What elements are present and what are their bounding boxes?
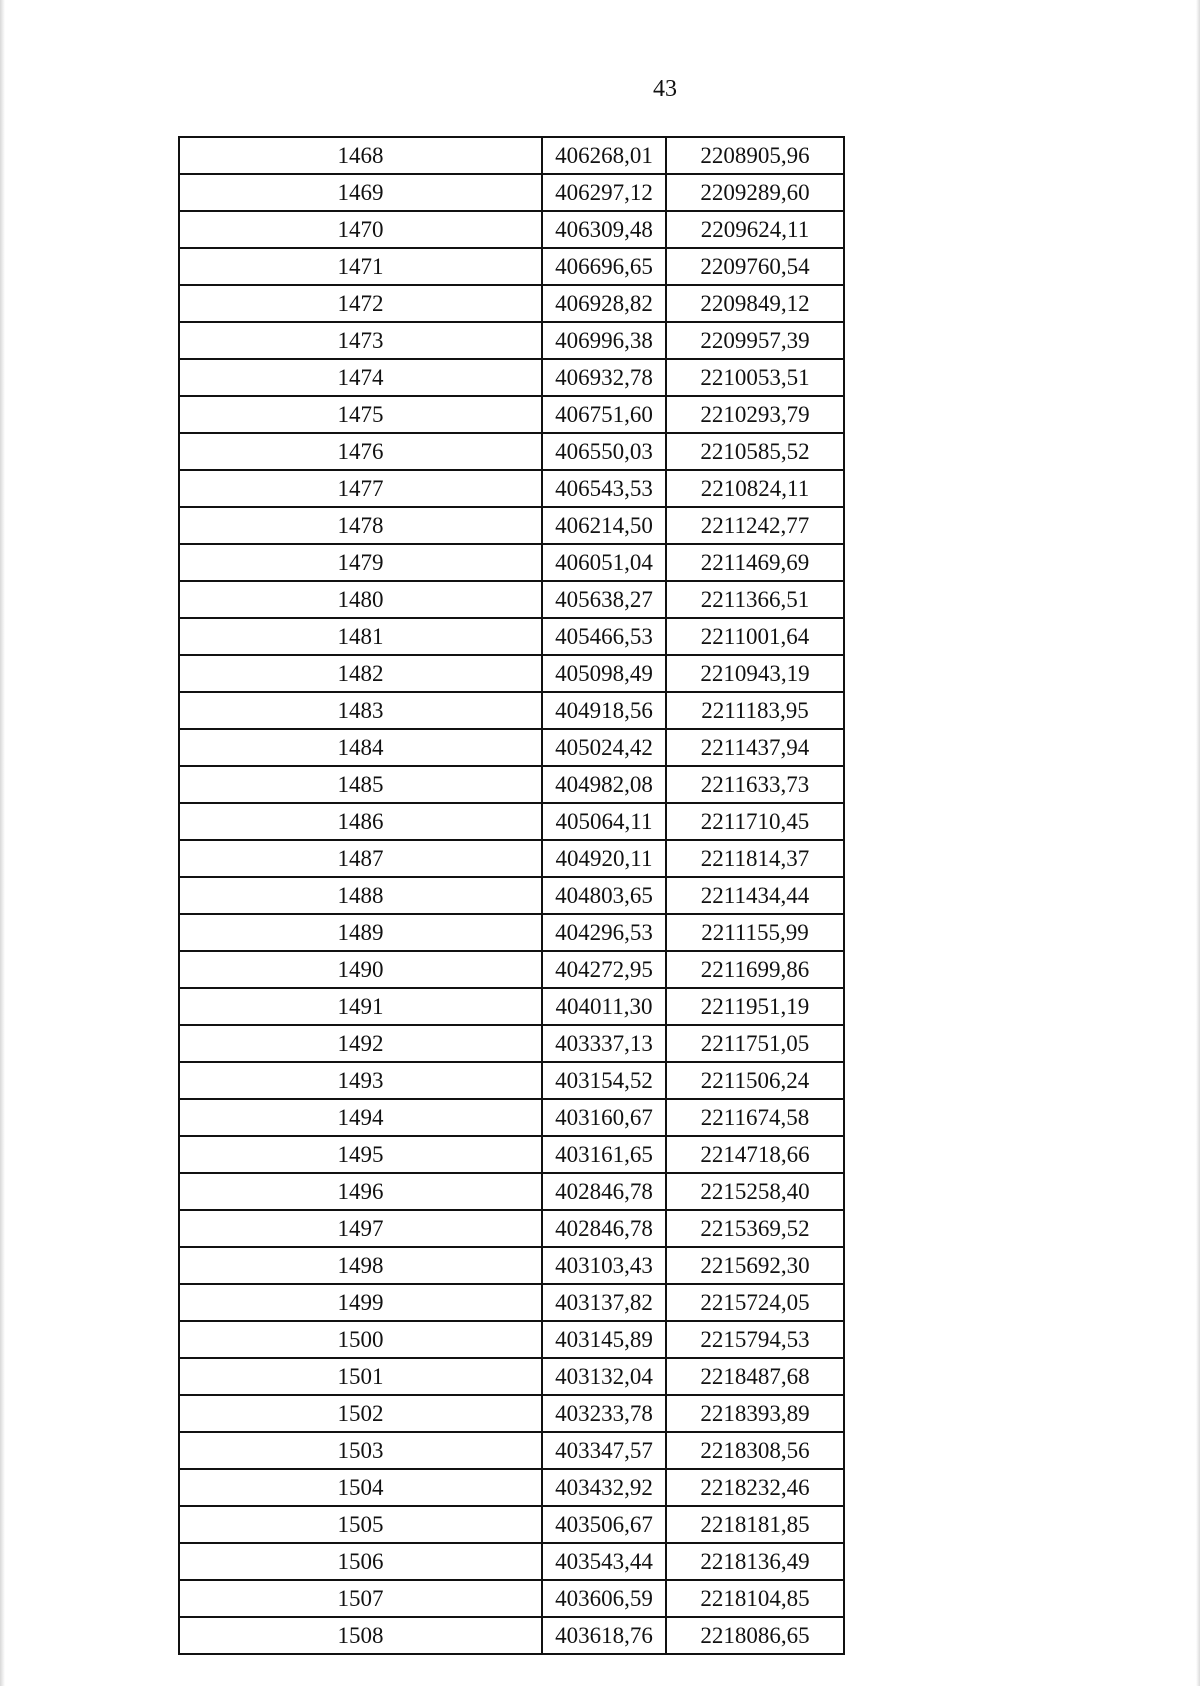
table-row [179, 1173, 844, 1210]
y-coordinate-cell: 2210585,52 [666, 433, 844, 470]
x-coordinate-cell: 405466,53 [542, 618, 666, 655]
point-number-cell: 1493 [179, 1062, 542, 1099]
x-coordinate-cell: 403161,65 [542, 1136, 666, 1173]
table-row [179, 803, 844, 840]
y-coordinate-cell: 2211674,58 [666, 1099, 844, 1136]
point-number-cell: 1499 [179, 1284, 542, 1321]
y-coordinate-cell: 2210824,11 [666, 470, 844, 507]
x-coordinate-cell: 403145,89 [542, 1321, 666, 1358]
y-coordinate-cell: 2211710,45 [666, 803, 844, 840]
point-number-cell: 1494 [179, 1099, 542, 1136]
x-coordinate-cell: 406996,38 [542, 322, 666, 359]
table-row [179, 581, 844, 618]
y-coordinate-cell: 2218487,68 [666, 1358, 844, 1395]
x-coordinate-cell: 404918,56 [542, 692, 666, 729]
x-coordinate-cell: 406751,60 [542, 396, 666, 433]
coordinates-table [178, 136, 845, 1655]
point-number-cell: 1480 [179, 581, 542, 618]
x-coordinate-cell: 405024,42 [542, 729, 666, 766]
table-row [179, 211, 844, 248]
x-coordinate-cell: 403618,76 [542, 1617, 666, 1654]
x-coordinate-cell: 403506,67 [542, 1506, 666, 1543]
y-coordinate-cell: 2209849,12 [666, 285, 844, 322]
x-coordinate-cell: 404920,11 [542, 840, 666, 877]
x-coordinate-cell: 404011,30 [542, 988, 666, 1025]
table-row [179, 951, 844, 988]
y-coordinate-cell: 2211001,64 [666, 618, 844, 655]
y-coordinate-cell: 2208905,96 [666, 137, 844, 174]
table-row [179, 137, 844, 174]
x-coordinate-cell: 403347,57 [542, 1432, 666, 1469]
y-coordinate-cell: 2209957,39 [666, 322, 844, 359]
point-number-cell: 1470 [179, 211, 542, 248]
point-number-cell: 1471 [179, 248, 542, 285]
point-number-cell: 1496 [179, 1173, 542, 1210]
point-number-cell: 1504 [179, 1469, 542, 1506]
y-coordinate-cell: 2211814,37 [666, 840, 844, 877]
point-number-cell: 1473 [179, 322, 542, 359]
table-row [179, 1432, 844, 1469]
table-row [179, 877, 844, 914]
point-number-cell: 1505 [179, 1506, 542, 1543]
table-row [179, 729, 844, 766]
table-row [179, 248, 844, 285]
y-coordinate-cell: 2209289,60 [666, 174, 844, 211]
x-coordinate-cell: 403337,13 [542, 1025, 666, 1062]
point-number-cell: 1500 [179, 1321, 542, 1358]
table-row [179, 1469, 844, 1506]
table-row [179, 1247, 844, 1284]
y-coordinate-cell: 2218086,65 [666, 1617, 844, 1654]
y-coordinate-cell: 2218232,46 [666, 1469, 844, 1506]
y-coordinate-cell: 2210943,19 [666, 655, 844, 692]
point-number-cell: 1485 [179, 766, 542, 803]
table-row [179, 1025, 844, 1062]
point-number-cell: 1492 [179, 1025, 542, 1062]
x-coordinate-cell: 405638,27 [542, 581, 666, 618]
point-number-cell: 1474 [179, 359, 542, 396]
table-row [179, 1617, 844, 1654]
point-number-cell: 1472 [179, 285, 542, 322]
table-row [179, 840, 844, 877]
point-number-cell: 1491 [179, 988, 542, 1025]
point-number-cell: 1495 [179, 1136, 542, 1173]
point-number-cell: 1506 [179, 1543, 542, 1580]
point-number-cell: 1469 [179, 174, 542, 211]
table-row [179, 544, 844, 581]
y-coordinate-cell: 2215692,30 [666, 1247, 844, 1284]
x-coordinate-cell: 406696,65 [542, 248, 666, 285]
table-row [179, 1321, 844, 1358]
x-coordinate-cell: 403233,78 [542, 1395, 666, 1432]
point-number-cell: 1498 [179, 1247, 542, 1284]
y-coordinate-cell: 2218181,85 [666, 1506, 844, 1543]
table-row [179, 1136, 844, 1173]
table-row [179, 433, 844, 470]
table-row [179, 1284, 844, 1321]
scan-edge-left [0, 0, 5, 1686]
table-row [179, 359, 844, 396]
table-row [179, 1543, 844, 1580]
point-number-cell: 1488 [179, 877, 542, 914]
x-coordinate-cell: 405098,49 [542, 655, 666, 692]
table-row [179, 914, 844, 951]
y-coordinate-cell: 2211366,51 [666, 581, 844, 618]
point-number-cell: 1477 [179, 470, 542, 507]
x-coordinate-cell: 406543,53 [542, 470, 666, 507]
table-row [179, 470, 844, 507]
x-coordinate-cell: 406051,04 [542, 544, 666, 581]
y-coordinate-cell: 2211155,99 [666, 914, 844, 951]
y-coordinate-cell: 2214718,66 [666, 1136, 844, 1173]
point-number-cell: 1478 [179, 507, 542, 544]
x-coordinate-cell: 404982,08 [542, 766, 666, 803]
y-coordinate-cell: 2211633,73 [666, 766, 844, 803]
x-coordinate-cell: 406928,82 [542, 285, 666, 322]
y-coordinate-cell: 2211434,44 [666, 877, 844, 914]
point-number-cell: 1481 [179, 618, 542, 655]
y-coordinate-cell: 2218104,85 [666, 1580, 844, 1617]
point-number-cell: 1483 [179, 692, 542, 729]
y-coordinate-cell: 2215369,52 [666, 1210, 844, 1247]
point-number-cell: 1486 [179, 803, 542, 840]
table-row [179, 1580, 844, 1617]
y-coordinate-cell: 2209624,11 [666, 211, 844, 248]
x-coordinate-cell: 405064,11 [542, 803, 666, 840]
x-coordinate-cell: 403137,82 [542, 1284, 666, 1321]
x-coordinate-cell: 406932,78 [542, 359, 666, 396]
point-number-cell: 1484 [179, 729, 542, 766]
point-number-cell: 1508 [179, 1617, 542, 1654]
y-coordinate-cell: 2215724,05 [666, 1284, 844, 1321]
point-number-cell: 1507 [179, 1580, 542, 1617]
point-number-cell: 1489 [179, 914, 542, 951]
table-row [179, 766, 844, 803]
table-row [179, 618, 844, 655]
x-coordinate-cell: 403606,59 [542, 1580, 666, 1617]
y-coordinate-cell: 2211506,24 [666, 1062, 844, 1099]
point-number-cell: 1487 [179, 840, 542, 877]
table-row [179, 655, 844, 692]
y-coordinate-cell: 2215258,40 [666, 1173, 844, 1210]
point-number-cell: 1482 [179, 655, 542, 692]
table-row [179, 322, 844, 359]
y-coordinate-cell: 2211469,69 [666, 544, 844, 581]
x-coordinate-cell: 406550,03 [542, 433, 666, 470]
x-coordinate-cell: 402846,78 [542, 1210, 666, 1247]
y-coordinate-cell: 2209760,54 [666, 248, 844, 285]
table-row [179, 1506, 844, 1543]
x-coordinate-cell: 402846,78 [542, 1173, 666, 1210]
y-coordinate-cell: 2211437,94 [666, 729, 844, 766]
table-row [179, 692, 844, 729]
table-row [179, 1062, 844, 1099]
y-coordinate-cell: 2218393,89 [666, 1395, 844, 1432]
x-coordinate-cell: 403154,52 [542, 1062, 666, 1099]
point-number-cell: 1479 [179, 544, 542, 581]
y-coordinate-cell: 2210293,79 [666, 396, 844, 433]
table-body [179, 137, 844, 1654]
point-number-cell: 1468 [179, 137, 542, 174]
y-coordinate-cell: 2218308,56 [666, 1432, 844, 1469]
table-row [179, 396, 844, 433]
table-row [179, 1395, 844, 1432]
table-row [179, 1210, 844, 1247]
x-coordinate-cell: 404296,53 [542, 914, 666, 951]
point-number-cell: 1475 [179, 396, 542, 433]
x-coordinate-cell: 404272,95 [542, 951, 666, 988]
point-number-cell: 1503 [179, 1432, 542, 1469]
x-coordinate-cell: 403543,44 [542, 1543, 666, 1580]
x-coordinate-cell: 406268,01 [542, 137, 666, 174]
y-coordinate-cell: 2211242,77 [666, 507, 844, 544]
y-coordinate-cell: 2215794,53 [666, 1321, 844, 1358]
table-row [179, 1099, 844, 1136]
x-coordinate-cell: 404803,65 [542, 877, 666, 914]
table-row [179, 174, 844, 211]
point-number-cell: 1501 [179, 1358, 542, 1395]
table-row [179, 1358, 844, 1395]
x-coordinate-cell: 406214,50 [542, 507, 666, 544]
page-number: 43 [653, 76, 677, 102]
table-row [179, 285, 844, 322]
x-coordinate-cell: 403103,43 [542, 1247, 666, 1284]
scan-edge-right [1196, 0, 1200, 1686]
x-coordinate-cell: 403160,67 [542, 1099, 666, 1136]
point-number-cell: 1490 [179, 951, 542, 988]
x-coordinate-cell: 406309,48 [542, 211, 666, 248]
y-coordinate-cell: 2211699,86 [666, 951, 844, 988]
table-row [179, 988, 844, 1025]
x-coordinate-cell: 403132,04 [542, 1358, 666, 1395]
y-coordinate-cell: 2210053,51 [666, 359, 844, 396]
y-coordinate-cell: 2211751,05 [666, 1025, 844, 1062]
y-coordinate-cell: 2218136,49 [666, 1543, 844, 1580]
x-coordinate-cell: 403432,92 [542, 1469, 666, 1506]
y-coordinate-cell: 2211951,19 [666, 988, 844, 1025]
point-number-cell: 1497 [179, 1210, 542, 1247]
point-number-cell: 1476 [179, 433, 542, 470]
point-number-cell: 1502 [179, 1395, 542, 1432]
y-coordinate-cell: 2211183,95 [666, 692, 844, 729]
table-row [179, 507, 844, 544]
x-coordinate-cell: 406297,12 [542, 174, 666, 211]
